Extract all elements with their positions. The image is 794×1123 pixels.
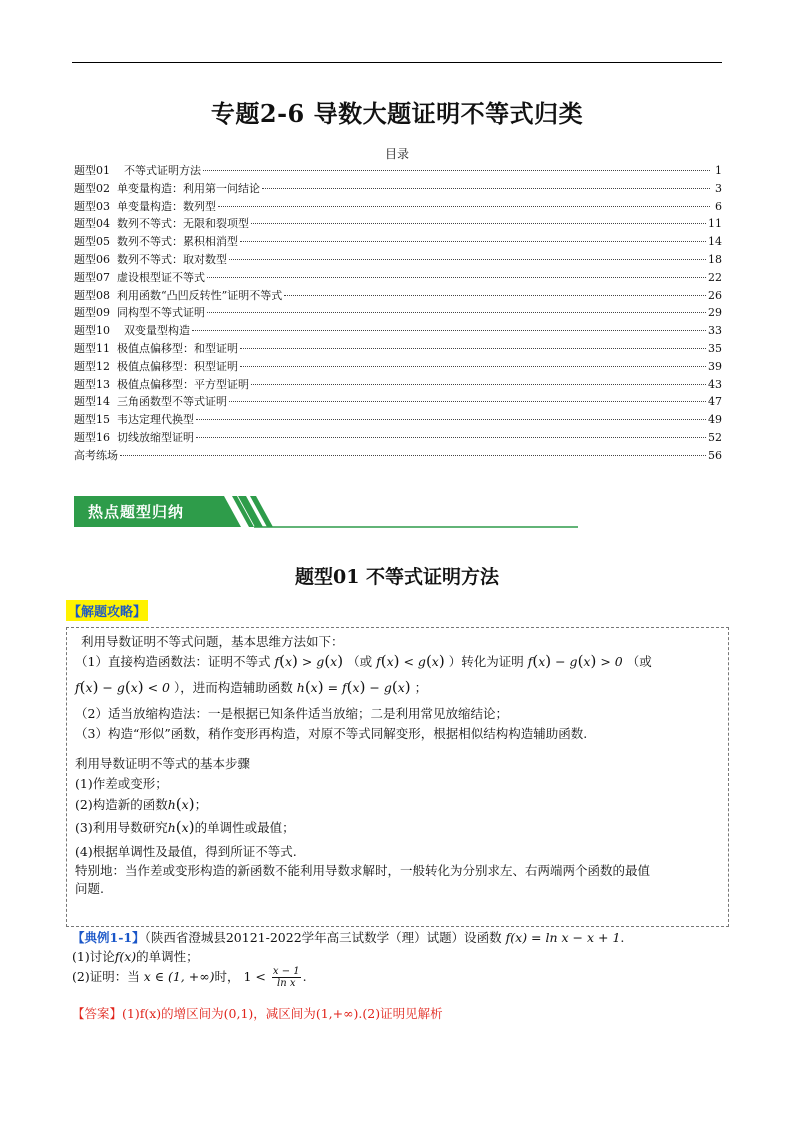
step-2: (2)构造新的函数h(x)； (75, 795, 208, 813)
question-2: (2)证明：当 x ∈ (1, +∞)时， 1 < $\frac{x - 1}{\text{ln x}}$ . (72, 966, 307, 989)
math-difference-negative: f(x) − g(x) < 0 (75, 678, 171, 696)
example-header: 【典例1-1】（陕西省澄城县20121-2022学年高三试数学（理）试题）设函数 f(x) = ln x − x + 1. (72, 930, 625, 945)
toc-item[interactable] (74, 251, 722, 269)
toc-item-label: 题型13 极值点偏移型：平方型证明 (74, 377, 249, 391)
step-3: (3)利用导数研究h(x)的单调性或最值； (75, 818, 295, 836)
steps-title: 利用导数证明不等式的基本步骤 (75, 756, 251, 771)
toc-item[interactable] (74, 269, 722, 287)
toc-item-page: 26 (708, 288, 722, 302)
example-source: （陕西省澄城县20121-2022学年高三试数学（理）试题）设函数 (144, 930, 502, 945)
toc-item[interactable] (74, 198, 722, 216)
toc-leader-dots (240, 348, 706, 349)
answer-tag: 【答案】 (72, 1006, 123, 1021)
question-2-condition: x ∈ (1, +∞) (143, 969, 215, 984)
special-note-2: 问题. (75, 881, 104, 896)
toc-item-page: 47 (708, 395, 722, 409)
toc-item[interactable] (74, 358, 722, 376)
example-tag: 【典例1-1】 (72, 930, 145, 945)
strategy-point-2: （2）适当放缩构造法：一是根据已知条件适当放缩；二是利用常见放缩结论； (75, 706, 508, 721)
toc-item[interactable] (74, 215, 722, 233)
toc-item-label: 题型04 数列不等式：无限和裂项型 (74, 217, 249, 231)
toc-item-label: 题型12 极值点偏移型：积型证明 (74, 359, 238, 373)
header-rule (72, 62, 722, 63)
toc-item[interactable] (74, 287, 722, 305)
toc-leader-dots (240, 241, 706, 242)
toc-leader-dots (229, 401, 706, 402)
toc-leader-dots (251, 384, 706, 385)
toc-item-page: 52 (708, 430, 722, 444)
toc-item[interactable] (74, 322, 722, 340)
toc-item-page: 56 (708, 448, 722, 462)
toc-leader-dots (218, 206, 710, 207)
toc-leader-dots (207, 277, 706, 278)
strategy-point-1-cont: f(x) − g(x) < 0 ），进而构造辅助函数 h(x) = f(x) − g(x) ； (75, 678, 428, 696)
answer-line: 【答案】(1)f(x)的增区间为(0,1)，减区间为(1,+∞).(2)证明见解析 (72, 1006, 443, 1021)
math-inequality-2: f(x) < g(x) (376, 652, 445, 670)
toc-leader-dots (203, 170, 710, 171)
step-4: (4)根据单调性及最值，得到所证不等式. (75, 844, 297, 859)
toc-item[interactable] (74, 304, 722, 322)
hot-topics-banner (74, 493, 578, 529)
toc-item-label: 高考练场 (74, 448, 118, 462)
special-note-1: 特别地：当作差或变形构造的新函数不能利用导数求解时，一般转化为分别求左、右两端两个函数的最值 (75, 863, 651, 878)
toc-leader-dots (284, 295, 706, 296)
fraction: $\frac{x - 1}{\text{ln x}}$ (272, 966, 300, 989)
toc-item-page: 22 (708, 270, 722, 284)
toc-item-label: 题型15 韦达定理代换型 (74, 413, 194, 427)
toc-leader-dots (207, 312, 706, 313)
toc-item-page: 11 (708, 217, 722, 231)
toc-item[interactable] (74, 429, 722, 447)
toc-item[interactable] (74, 340, 722, 358)
toc-item-label: 题型14 三角函数型不等式证明 (74, 395, 227, 409)
toc-leader-dots (240, 366, 706, 367)
toc-item-page: 35 (708, 341, 722, 355)
math-difference-positive: f(x) − g(x) > 0 (527, 652, 623, 670)
strategy-point-1: （1）直接构造函数法：证明不等式 f(x) > g(x) （或 f(x) < g(x) ）转化为证明 f(x) − g(x) > 0 （或 (75, 652, 652, 670)
toc-item-label: 题型16 切线放缩型证明 (74, 430, 194, 444)
toc-item-label: 题型02 单变量构造：利用第一问结论 (74, 181, 260, 195)
toc-item-page: 6 (715, 199, 722, 213)
document-title: 专题2-6 导数大题证明不等式归类 (210, 99, 584, 128)
section-title: 题型01 不等式证明方法 (294, 566, 500, 588)
toc-item-page: 18 (708, 252, 722, 266)
toc-item-label: 题型10 双变量型构造 (74, 324, 190, 338)
toc-item-page: 33 (708, 324, 722, 338)
toc-item-label: 题型03 单变量构造：数列型 (74, 199, 216, 213)
toc-leader-dots (262, 188, 710, 189)
toc-leader-dots (120, 455, 706, 456)
toc-item-page: 1 (715, 164, 722, 177)
toc-item-label: 题型09 同构型不等式证明 (74, 306, 205, 320)
toc-item-label: 题型07 虚设根型证不等式 (74, 270, 205, 284)
toc-item-label: 题型08 利用函数“凸凹反转性”证明不等式 (74, 288, 283, 302)
toc-item-page: 14 (708, 235, 722, 249)
strategy-point-3: （3）构造“形似”函数，稍作变形再构造，对原不等式同解变形，根据相似结构构造辅助函数. (75, 726, 588, 741)
toc-item-label: 题型05 数列不等式：累积相消型 (74, 235, 238, 249)
toc-item[interactable] (74, 376, 722, 394)
toc-item-label: 题型06 数列不等式：取对数型 (74, 252, 227, 266)
toc-item[interactable] (74, 447, 722, 465)
toc-item[interactable] (74, 180, 722, 198)
strategy-box (66, 627, 729, 927)
toc-item[interactable] (74, 393, 722, 411)
strategy-intro: 利用导数证明不等式问题，基本思维方法如下： (81, 634, 344, 649)
question-1: (1)讨论f(x)的单调性； (72, 949, 199, 964)
toc-item-page: 29 (708, 306, 722, 320)
toc-item-label: 题型11 极值点偏移型：和型证明 (74, 341, 238, 355)
toc-heading: 目录 (384, 147, 409, 161)
toc-leader-dots (196, 437, 706, 438)
toc-leader-dots (251, 223, 706, 224)
toc-item[interactable] (74, 411, 722, 429)
toc-item[interactable] (74, 233, 722, 251)
toc-leader-dots (196, 419, 706, 420)
strategy-tag: 【解题攻略】 (66, 600, 148, 621)
math-aux-function: h(x) = f(x) − g(x) (296, 678, 411, 696)
math-inequality-1: f(x) > g(x) (274, 652, 344, 670)
toc-item[interactable] (74, 162, 722, 180)
banner-label: 热点题型归纳 (88, 503, 185, 521)
toc-item-page: 39 (708, 359, 722, 373)
toc-leader-dots (229, 259, 706, 260)
toc-item-page: 49 (708, 413, 722, 427)
table-of-contents (74, 162, 722, 465)
toc-leader-dots (192, 330, 706, 331)
toc-item-page: 3 (715, 181, 722, 195)
toc-item-label: 题型01 不等式证明方法 (74, 164, 201, 177)
step-1: (1)作差或变形； (75, 776, 168, 791)
toc-item-page: 43 (708, 377, 722, 391)
example-function: f(x) = ln x − x + 1 (505, 930, 621, 945)
